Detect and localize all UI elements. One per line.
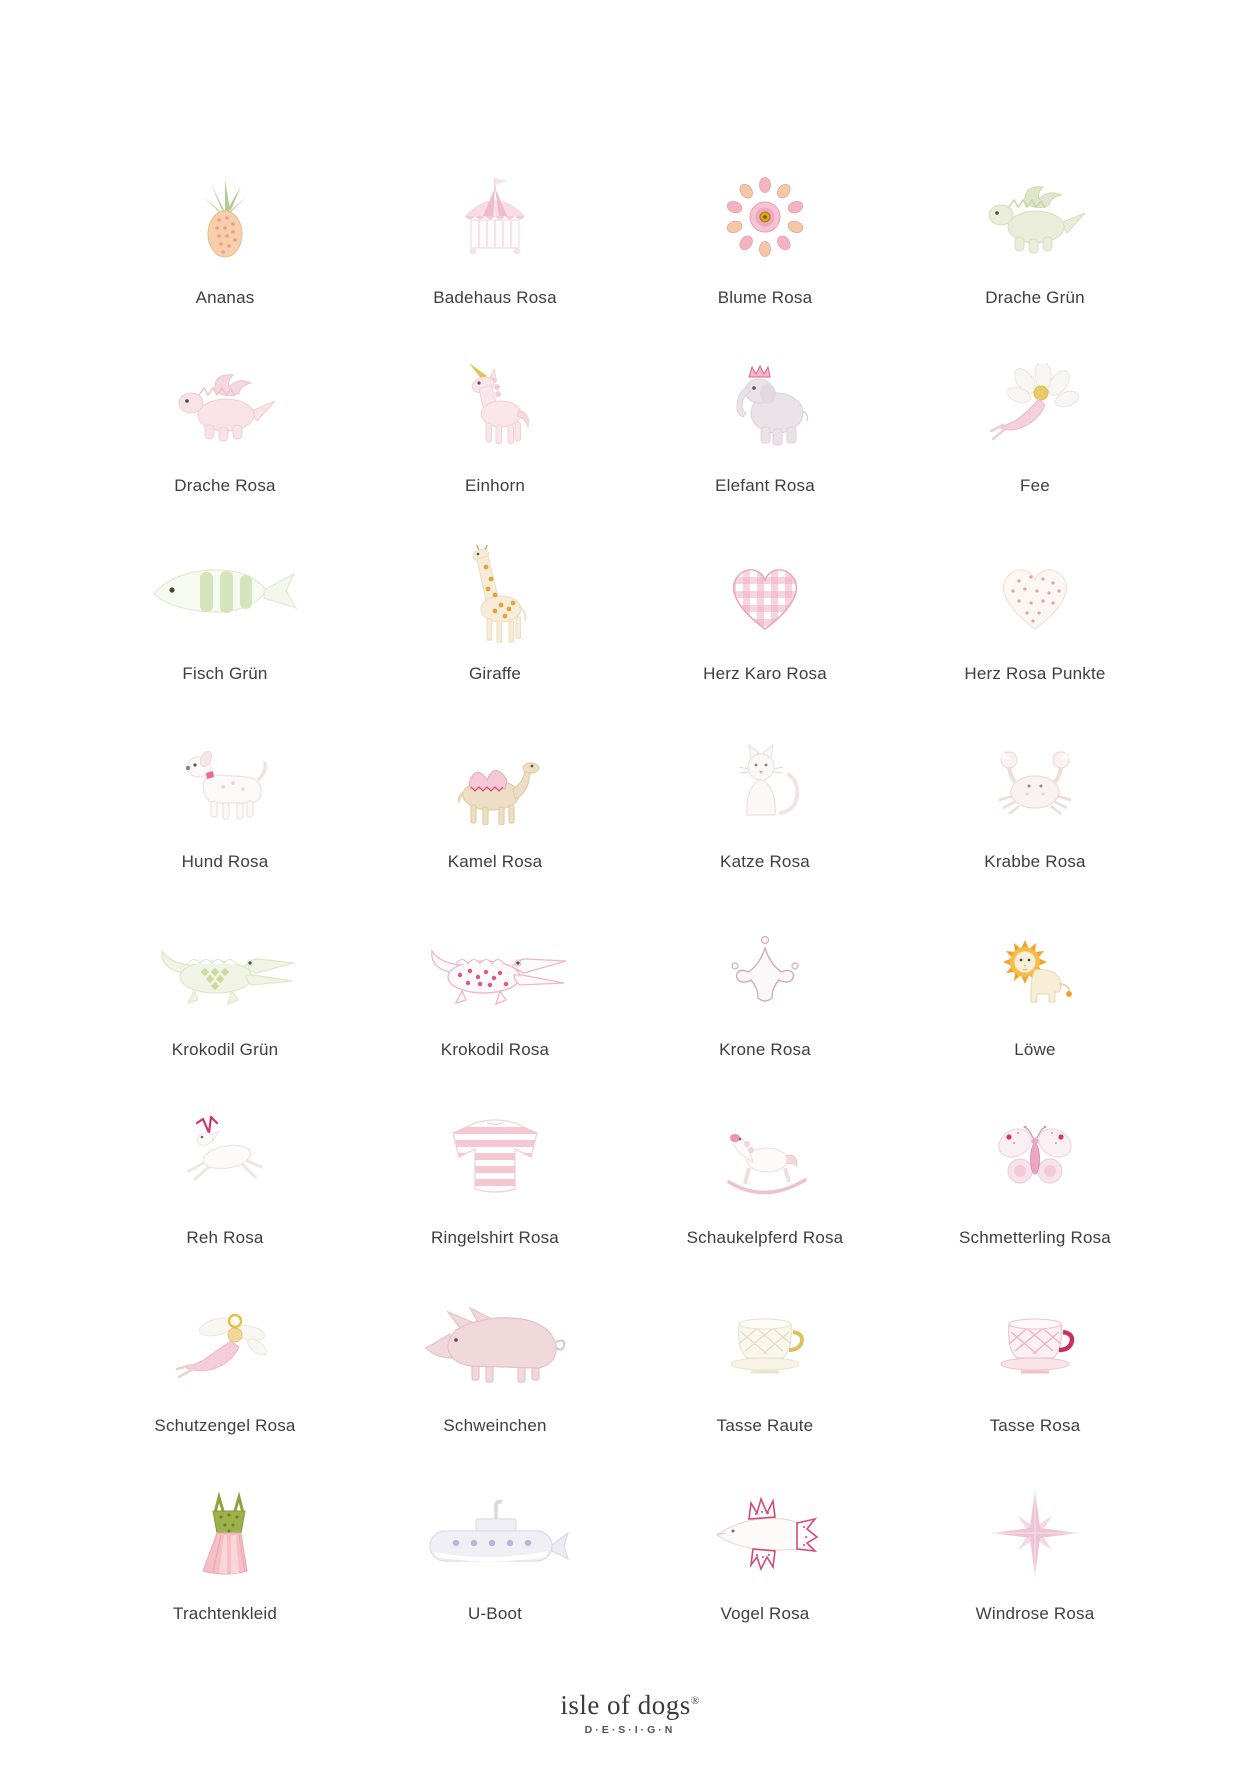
cup-diamond-icon bbox=[630, 1274, 900, 1416]
motif-label: Schaukelpferd Rosa bbox=[686, 1228, 844, 1247]
submarine-icon bbox=[360, 1462, 630, 1604]
motif-label: Herz Karo Rosa bbox=[703, 664, 827, 683]
motif-card bbox=[900, 146, 1170, 334]
dragon-green-icon bbox=[900, 146, 1170, 288]
motif-card bbox=[90, 710, 360, 898]
motif-label: Tasse Raute bbox=[716, 1416, 814, 1435]
striped-shirt-icon bbox=[360, 1086, 630, 1228]
motif-label: Drache Rosa bbox=[174, 476, 276, 495]
motif-card bbox=[630, 146, 900, 334]
motif-card bbox=[630, 1462, 900, 1650]
motif-label: Reh Rosa bbox=[186, 1228, 264, 1247]
motif-card bbox=[630, 522, 900, 710]
fish-green-icon bbox=[90, 522, 360, 664]
cup-pink-icon bbox=[900, 1274, 1170, 1416]
motif-card bbox=[360, 146, 630, 334]
motif-grid bbox=[90, 0, 1170, 1650]
motif-card bbox=[900, 522, 1170, 710]
brand-footer bbox=[0, 1690, 1260, 1736]
motif-card bbox=[90, 1274, 360, 1462]
motif-label: Krokodil Grün bbox=[171, 1040, 279, 1059]
motif-card bbox=[90, 1462, 360, 1650]
motif-card bbox=[900, 1274, 1170, 1462]
crab-icon bbox=[900, 710, 1170, 852]
motif-label: Giraffe bbox=[468, 664, 522, 683]
motif-card bbox=[900, 898, 1170, 1086]
motif-label: Drache Grün bbox=[985, 288, 1085, 307]
motif-card bbox=[630, 710, 900, 898]
motif-label: Blume Rosa bbox=[717, 288, 813, 307]
motif-card bbox=[630, 1086, 900, 1274]
lion-icon bbox=[900, 898, 1170, 1040]
elephant-icon bbox=[630, 334, 900, 476]
motif-card bbox=[900, 334, 1170, 522]
motif-card bbox=[360, 898, 630, 1086]
crocodile-green-icon bbox=[90, 898, 360, 1040]
motif-card bbox=[360, 1274, 630, 1462]
motif-label: Ringelshirt Rosa bbox=[431, 1228, 559, 1247]
registered-trademark-symbol: ® bbox=[690, 1695, 700, 1707]
motif-label: Trachtenkleid bbox=[172, 1604, 278, 1623]
flower-icon bbox=[630, 146, 900, 288]
motif-card bbox=[630, 898, 900, 1086]
motif-label: Badehaus Rosa bbox=[433, 288, 557, 307]
bathhouse-icon bbox=[360, 146, 630, 288]
motif-card bbox=[90, 1086, 360, 1274]
pig-icon bbox=[360, 1274, 630, 1416]
motif-card bbox=[90, 522, 360, 710]
motif-label: Fee bbox=[1020, 476, 1050, 495]
motif-label: Elefant Rosa bbox=[715, 476, 815, 495]
motif-card bbox=[90, 334, 360, 522]
motif-label: Einhorn bbox=[465, 476, 525, 495]
motif-label: Kamel Rosa bbox=[447, 852, 543, 871]
motif-card bbox=[90, 898, 360, 1086]
crown-icon bbox=[630, 898, 900, 1040]
motif-card bbox=[360, 1086, 630, 1274]
motif-card bbox=[360, 1462, 630, 1650]
dragon-pink-icon bbox=[90, 334, 360, 476]
giraffe-icon bbox=[360, 522, 630, 664]
motif-label: U-Boot bbox=[467, 1604, 523, 1623]
heart-gingham-icon bbox=[630, 522, 900, 664]
motif-label: Hund Rosa bbox=[181, 852, 269, 871]
compass-rose-icon bbox=[900, 1462, 1170, 1604]
unicorn-icon bbox=[360, 334, 630, 476]
brand-name: isle of dogs bbox=[560, 1690, 691, 1720]
motif-label: Schmetterling Rosa bbox=[959, 1228, 1111, 1247]
butterfly-icon bbox=[900, 1086, 1170, 1228]
brand-tagline: D·E·S·I·G·N bbox=[584, 1724, 676, 1736]
deer-icon bbox=[90, 1086, 360, 1228]
motif-label: Tasse Rosa bbox=[989, 1416, 1081, 1435]
camel-icon bbox=[360, 710, 630, 852]
motif-label: Schutzengel Rosa bbox=[154, 1416, 296, 1435]
motif-label: Ananas bbox=[195, 288, 255, 307]
motif-card bbox=[900, 710, 1170, 898]
motif-card bbox=[360, 710, 630, 898]
motif-card bbox=[900, 1462, 1170, 1650]
motif-label: Krabbe Rosa bbox=[984, 852, 1086, 871]
motif-card bbox=[630, 1274, 900, 1462]
motif-label: Windrose Rosa bbox=[975, 1604, 1095, 1623]
motif-label: Vogel Rosa bbox=[720, 1604, 810, 1623]
brand-logo bbox=[0, 1690, 1260, 1721]
motif-label: Fisch Grün bbox=[182, 664, 268, 683]
crocodile-pink-icon bbox=[360, 898, 630, 1040]
guardian-angel-icon bbox=[90, 1274, 360, 1416]
dog-icon bbox=[90, 710, 360, 852]
dirndl-dress-icon bbox=[90, 1462, 360, 1604]
rocking-horse-icon bbox=[630, 1086, 900, 1228]
motif-card bbox=[630, 334, 900, 522]
fairy-icon bbox=[900, 334, 1170, 476]
motif-label: Löwe bbox=[1014, 1040, 1056, 1059]
motif-card bbox=[90, 146, 360, 334]
motif-label: Krone Rosa bbox=[719, 1040, 811, 1059]
motif-label: Herz Rosa Punkte bbox=[964, 664, 1106, 683]
motif-card bbox=[360, 522, 630, 710]
motif-card bbox=[360, 334, 630, 522]
motif-label: Krokodil Rosa bbox=[440, 1040, 550, 1059]
bird-icon bbox=[630, 1462, 900, 1604]
motif-label: Katze Rosa bbox=[720, 852, 810, 871]
cat-icon bbox=[630, 710, 900, 852]
motif-card bbox=[900, 1086, 1170, 1274]
pineapple-icon bbox=[90, 146, 360, 288]
heart-dots-icon bbox=[900, 522, 1170, 664]
motif-label: Schweinchen bbox=[443, 1416, 547, 1435]
